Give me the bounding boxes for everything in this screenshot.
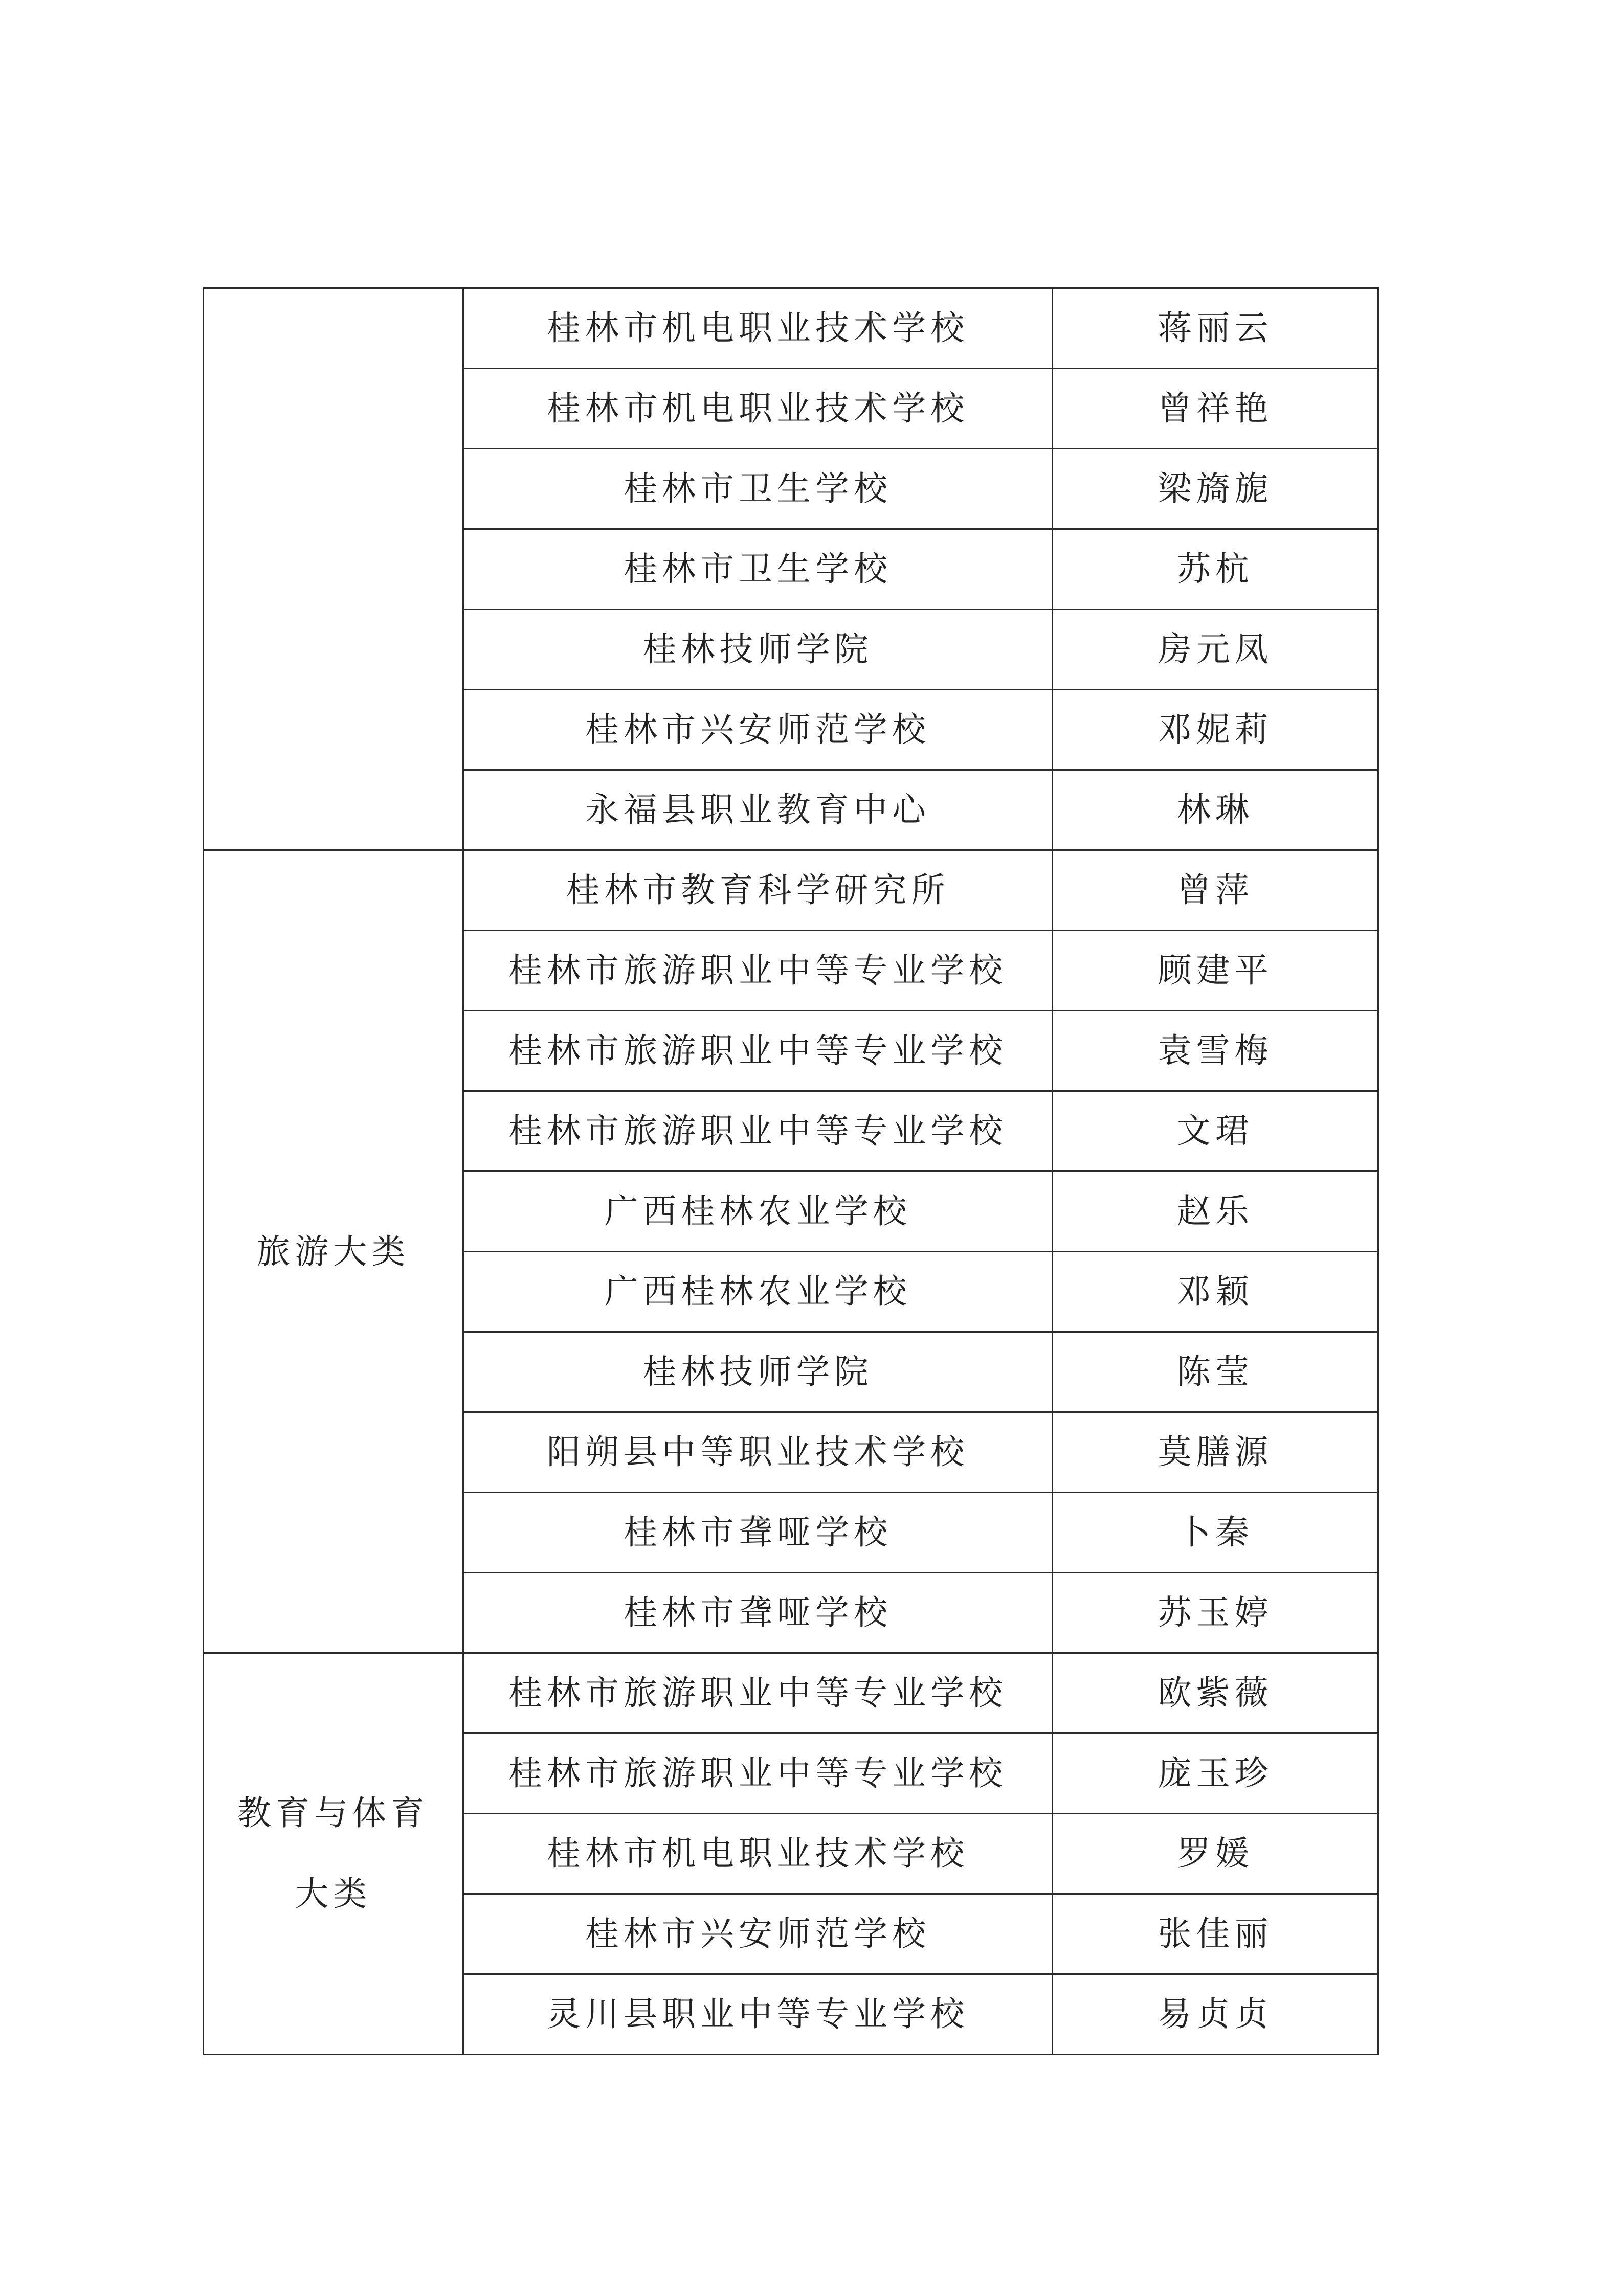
category-cell — [204, 850, 463, 1653]
school-cell: 桂林市兴安师范学校 — [463, 1894, 1053, 1974]
school-cell: 桂林技师学院 — [463, 1332, 1053, 1412]
school-cell: 桂林市机电职业技术学校 — [463, 1814, 1053, 1894]
school-cell: 桂林市旅游职业中等专业学校 — [463, 1091, 1053, 1172]
name-cell: 文珺 — [1053, 1091, 1378, 1172]
name-cell: 苏杭 — [1053, 529, 1378, 610]
name-cell: 赵乐 — [1053, 1172, 1378, 1252]
name-cell: 曾祥艳 — [1053, 369, 1378, 449]
name-cell: 林琳 — [1053, 770, 1378, 850]
category-label: 旅游大类 — [256, 1231, 410, 1271]
school-cell: 灵川县职业中等专业学校 — [463, 1974, 1053, 2055]
table-row — [204, 288, 1378, 369]
school-cell: 桂林市机电职业技术学校 — [463, 288, 1053, 369]
school-cell: 桂林市旅游职业中等专业学校 — [463, 931, 1053, 1011]
roster-table-body — [204, 288, 1378, 2055]
name-cell: 顾建平 — [1053, 931, 1378, 1011]
name-cell: 邓颖 — [1053, 1252, 1378, 1332]
category-label: 教育与体育 — [237, 1793, 429, 1833]
name-cell: 易贞贞 — [1053, 1974, 1378, 2055]
school-cell: 阳朔县中等职业技术学校 — [463, 1412, 1053, 1493]
table-row — [204, 850, 1378, 931]
name-cell: 莫膳源 — [1053, 1412, 1378, 1493]
school-cell: 桂林市卫生学校 — [463, 529, 1053, 610]
school-cell: 桂林市卫生学校 — [463, 449, 1053, 529]
name-cell: 庞玉珍 — [1053, 1734, 1378, 1814]
name-cell: 张佳丽 — [1053, 1894, 1378, 1974]
school-cell: 广西桂林农业学校 — [463, 1252, 1053, 1332]
school-cell: 桂林市兴安师范学校 — [463, 690, 1053, 770]
category-label: 大类 — [295, 1874, 372, 1914]
name-cell: 苏玉婷 — [1053, 1573, 1378, 1653]
name-cell: 罗媛 — [1053, 1814, 1378, 1894]
school-cell: 桂林市旅游职业中等专业学校 — [463, 1734, 1053, 1814]
school-cell: 桂林市聋哑学校 — [463, 1493, 1053, 1573]
name-cell: 房元凤 — [1053, 610, 1378, 690]
school-cell: 桂林市聋哑学校 — [463, 1573, 1053, 1653]
name-cell: 蒋丽云 — [1053, 288, 1378, 369]
table-row — [204, 1653, 1378, 1734]
category-cell — [204, 1653, 463, 2055]
school-cell: 桂林市教育科学研究所 — [463, 850, 1053, 931]
school-cell: 永福县职业教育中心 — [463, 770, 1053, 850]
roster-table — [203, 287, 1379, 2055]
name-cell: 陈莹 — [1053, 1332, 1378, 1412]
school-cell: 桂林市旅游职业中等专业学校 — [463, 1653, 1053, 1734]
name-cell: 曾萍 — [1053, 850, 1378, 931]
school-cell: 广西桂林农业学校 — [463, 1172, 1053, 1252]
category-cell — [204, 288, 463, 850]
name-cell: 袁雪梅 — [1053, 1011, 1378, 1091]
name-cell: 卜秦 — [1053, 1493, 1378, 1573]
name-cell: 欧紫薇 — [1053, 1653, 1378, 1734]
school-cell: 桂林市旅游职业中等专业学校 — [463, 1011, 1053, 1091]
school-cell: 桂林技师学院 — [463, 610, 1053, 690]
name-cell: 邓妮莉 — [1053, 690, 1378, 770]
school-cell: 桂林市机电职业技术学校 — [463, 369, 1053, 449]
name-cell: 梁旖旎 — [1053, 449, 1378, 529]
